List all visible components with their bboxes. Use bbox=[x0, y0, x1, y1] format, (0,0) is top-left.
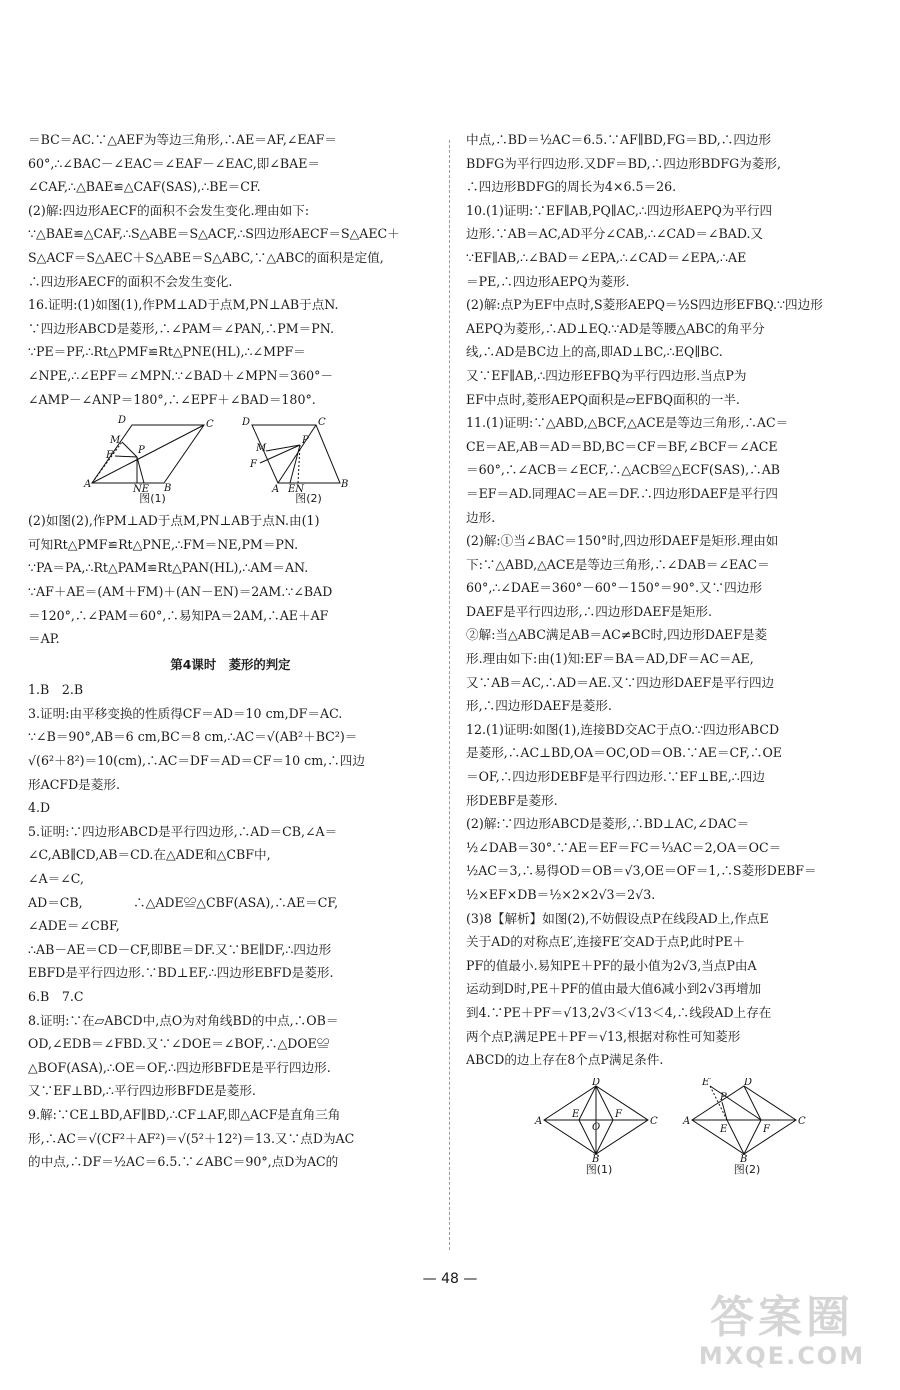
right-figure-row bbox=[466, 1078, 880, 1176]
text-line: ∵∠B＝90°,AB＝6 cm,BC＝8 cm,∴AC＝√(AB²＋BC²)＝ bbox=[28, 729, 358, 745]
left-text-block-b bbox=[28, 509, 433, 651]
text-line: 是菱形,∴AC⊥BD,OA＝OC,OD＝OB.∵AE＝CF,∴OE bbox=[466, 745, 782, 761]
figure-caption: 图(1) bbox=[585, 1162, 613, 1176]
text-line: (2)解:①当∠BAC＝150°时,四边形DAEF是矩形.理由如 bbox=[466, 533, 779, 549]
text-line: 又∵EF∥AB,∴四边形EFBQ为平行四边形.当点P为 bbox=[466, 367, 747, 383]
right-column bbox=[466, 128, 880, 1176]
lesson-title: 第4课时 菱形的判定 bbox=[170, 656, 291, 672]
text-line: EF中点时,菱形AEPQ面积是▱EFBQ面积的一半. bbox=[466, 391, 740, 407]
text-line: 3.证明:由平移变换的性质得CF＝AD＝10 cm,DF＝AC. bbox=[28, 705, 343, 721]
left-text-block-a bbox=[28, 128, 433, 411]
page-number: — 48 — bbox=[422, 1271, 478, 1287]
text-line: 10.(1)证明:∵EF∥AB,PQ∥AC,∴四边形AEPQ为平行四 bbox=[466, 202, 773, 218]
text-line: ∵PE＝PF,∴Rt△PMF≌Rt△PNE(HL),∴∠MPF＝ bbox=[28, 344, 306, 360]
rhombus-figure-1-svg bbox=[82, 413, 224, 493]
text-line: ∠C,AB∥CD,AB＝CD.在△ADE和△CBF中, bbox=[28, 847, 271, 863]
text-line: 形,∴四边形DAEF是菱形. bbox=[466, 698, 612, 714]
text-line: ∵PA＝PA,∴Rt△PAM≌Rt△PAN(HL),∴AM＝AN. bbox=[28, 560, 309, 576]
text-line: PF的值最小.易知PE＋PF的最小值为2√3,当点P由A bbox=[466, 957, 757, 973]
text-line: CE＝AE,AB＝AD＝BD,BC＝CF＝BF,∠BCF＝∠ACE bbox=[466, 438, 778, 454]
text-line: BDFG为平行四边形.又DF＝BD,∴四边形BDFG为菱形, bbox=[466, 155, 781, 171]
text-line: AEPQ为菱形,∴AD⊥EQ.∵AD是等腰△ABC的角平分 bbox=[466, 320, 765, 336]
text-line: 关于AD的对称点E′,连接FE′交AD于点P,此时PE＋ bbox=[466, 934, 746, 950]
figure-caption: 图(2) bbox=[733, 1162, 761, 1176]
text-line: ∠NPE,∴∠EPF＝∠MPN.∵∠BAD＋∠MPN＝360°－ bbox=[28, 367, 334, 383]
text-line: EBFD是平行四边形.∵BD⊥EF,∴四边形EBFD是菱形. bbox=[28, 965, 334, 981]
left-column bbox=[28, 128, 433, 1174]
text-line: ∠A＝∠C, bbox=[28, 871, 84, 887]
text-line: 形DEBF是菱形. bbox=[466, 792, 558, 808]
text-line: ∴四边形AECF的面积不会发生变化. bbox=[28, 273, 233, 289]
text-line: ½×EF×DB＝½×2×2√3＝2√3. bbox=[466, 887, 656, 902]
text-line: ②解:当△ABC满足AB＝AC≠BC时,四边形DAEF是菱 bbox=[466, 627, 768, 643]
text-line: ABCD的边上存在8个点P满足条件. bbox=[466, 1052, 664, 1068]
text-line: 形.理由如下:由(1)知:EF＝BA＝AD,DF＝AC＝AE, bbox=[466, 651, 754, 667]
label-M: M bbox=[109, 435, 120, 447]
watermark-text: 答案圈 bbox=[710, 1292, 854, 1343]
text-line: ＝EF＝AD.同理AC＝AE＝DF.∴四边形DAEF是平行四 bbox=[466, 485, 779, 501]
text-line: △BOF(ASA),∴OE＝OF,∴四边形BFDE是平行四边形. bbox=[28, 1059, 331, 1075]
text-line: ＝60°,∴∠ACB＝∠ECF,∴△ACB≌△ECF(SAS),∴AB bbox=[466, 462, 781, 478]
label-B: B bbox=[163, 483, 171, 494]
text-line: 11.(1)证明:∵△ABD,△BCF,△ACE是等边三角形,∴AC＝ bbox=[466, 415, 789, 431]
text-line: ∵EF∥AB,∴∠BAD＝∠EPA,∴∠CAD＝∠EPA,∴AE bbox=[466, 249, 747, 265]
text-line: 60°,∴∠BAC－∠EAC＝∠EAF－∠EAC,即∠BAE＝ bbox=[28, 155, 321, 171]
text-line: 6.B 7.C bbox=[28, 989, 84, 1004]
left-figure-2 bbox=[238, 413, 380, 505]
watermark-logo bbox=[682, 1294, 882, 1376]
figure-caption: 图(1) bbox=[139, 492, 166, 506]
label-C: C bbox=[798, 1115, 806, 1127]
text-line: (2)解:点P为EF中点时,S菱形AEPQ＝½S四边形EFBQ.∵四边形 bbox=[466, 297, 823, 313]
rhombus-figure-2-svg bbox=[238, 413, 380, 493]
text-line: ＝PE,∴四边形AEPQ为菱形. bbox=[466, 273, 630, 289]
text-line: (2)解:∵四边形ABCD是菱形,∴BD⊥AC,∠DAC＝ bbox=[466, 816, 750, 832]
text-line: 边形. bbox=[466, 509, 496, 525]
text-line: 4.D bbox=[28, 800, 51, 816]
text-line: 形ACFD是菱形. bbox=[28, 776, 120, 792]
text-line: 12.(1)证明:如图(1),连接BD交AC于点O.∵四边形ABCD bbox=[466, 721, 780, 737]
text-line: ∠AMP－∠ANP＝180°,∴∠EPF＋∠BAD＝180°. bbox=[28, 391, 316, 407]
text-line: 5.证明:∵四边形ABCD是平行四边形,∴AD＝CB,∠A＝ bbox=[28, 823, 338, 839]
label-P: P bbox=[720, 1091, 727, 1103]
label-C: C bbox=[205, 419, 214, 431]
text-line: 60°,∴∠DAE＝360°－60°－150°＝90°.又∵四边形 bbox=[466, 580, 762, 596]
label-B: B bbox=[740, 1153, 748, 1162]
column-divider bbox=[449, 140, 450, 1250]
label-EN: EN bbox=[287, 484, 304, 494]
label-A: A bbox=[83, 479, 91, 491]
text-line: 两个点P,满足PE＋PF＝√13,根据对称性可知菱形 bbox=[466, 1028, 741, 1044]
text-line: 到4.∵PE＋PF＝√13,2√3＜√13＜4,∴线段AD上存在 bbox=[466, 1004, 772, 1020]
right-text-block bbox=[466, 128, 880, 1072]
text-line: 9.解:∵CE⊥BD,AF∥BD,∴CF⊥AF,即△ACF是直角三角 bbox=[28, 1106, 341, 1122]
text-line: 中点,∴BD＝½AC＝6.5.∵AF∥BD,FG＝BD,∴四边形 bbox=[466, 132, 772, 147]
label-F: F bbox=[615, 1108, 622, 1120]
text-line: (2)如图(2),作PM⊥AD于点M,PN⊥AB于点N.由(1) bbox=[28, 513, 320, 529]
text-line: 的中点,∴DF＝½AC＝6.5.∵∠ABC＝90°,点D为AC的 bbox=[28, 1154, 339, 1170]
label-D: D bbox=[241, 417, 250, 429]
text-line: AD＝CB, ∴△ADE≌△CBF(ASA),∴AE＝CF, bbox=[28, 894, 339, 910]
label-E-prime: E′ bbox=[702, 1077, 712, 1088]
left-figure-row bbox=[28, 413, 433, 505]
label-NE: NE bbox=[132, 484, 149, 494]
text-line: ∠CAF,∴△BAE≌△CAF(SAS),∴BE＝CF. bbox=[28, 179, 261, 195]
right-figure-2 bbox=[682, 1078, 812, 1176]
text-line: ½AC＝3,∴易得OD＝OB＝√3,OE＝OF＝1,∴S菱形DEBF＝ bbox=[466, 863, 817, 879]
left-text-block-c bbox=[28, 678, 433, 1173]
label-C: C bbox=[317, 417, 326, 429]
text-line: 1.B 2.B bbox=[28, 682, 84, 698]
label-F: F bbox=[249, 459, 257, 471]
text-line: 线,∴AD是BC边上的高,即AD⊥BC,∴EQ∥BC. bbox=[466, 344, 723, 360]
label-O: O bbox=[592, 1121, 601, 1133]
text-line: ∴四边形BDFG的周长为4×6.5＝26. bbox=[466, 179, 677, 195]
text-line: ＝120°,∴∠PAM＝60°,∴易知PA＝2AM,∴AE＋AF bbox=[28, 607, 329, 623]
label-D: D bbox=[592, 1077, 601, 1088]
right-figure-1 bbox=[534, 1078, 664, 1176]
label-C: C bbox=[650, 1115, 658, 1127]
text-line: 形,∴AC＝√(CF²＋AF²)＝√(5²＋12²)＝13.又∵点D为AC bbox=[28, 1130, 355, 1146]
label-E: E bbox=[572, 1108, 580, 1120]
text-line: ∵△BAE≌△CAF,∴S△ABE＝S△ACF,∴S四边形AECF＝S△AEC＋ bbox=[28, 226, 400, 242]
rhombus-reflection-figure-2-svg bbox=[682, 1078, 812, 1162]
label-B: B bbox=[340, 479, 348, 491]
text-line: 边形.∵AB＝AC,AD平分∠CAB,∴∠CAD＝∠BAD.又 bbox=[466, 226, 764, 242]
text-line: 又∵EF⊥BD,∴平行四边形BFDE是菱形. bbox=[28, 1083, 256, 1099]
label-D: D bbox=[744, 1077, 753, 1088]
label-B: B bbox=[592, 1153, 600, 1162]
figure-caption: 图(2) bbox=[295, 492, 322, 506]
text-line: ∵AF＋AE＝(AM＋FM)＋(AN－EN)＝2AM.∵∠BAD bbox=[28, 583, 333, 599]
label-M: M bbox=[255, 443, 266, 455]
text-line: ＝BC＝AC.∵△AEF为等边三角形,∴AE＝AF,∠EAF＝ bbox=[28, 132, 337, 147]
text-line: ＝AP. bbox=[28, 631, 60, 647]
text-line: 下:∵△ABD,△ACE是等边三角形,∴∠DAB＝∠EAC＝ bbox=[466, 556, 770, 572]
rhombus-diagonal-figure-1-svg bbox=[534, 1078, 664, 1162]
label-A: A bbox=[535, 1115, 543, 1127]
text-line: 8.证明:∵在▱ABCD中,点O为对角线BD的中点,∴OB＝ bbox=[28, 1012, 339, 1028]
label-F: F bbox=[763, 1123, 770, 1135]
text-line: √(6²＋8²)＝10(cm),∴AC＝DF＝AD＝CF＝10 cm,∴四边 bbox=[28, 753, 365, 769]
label-A: A bbox=[683, 1115, 691, 1127]
text-line: ＝OF,∴四边形DEBF是平行四边形.∵EF⊥BE,∴四边 bbox=[466, 769, 765, 785]
text-line: OD,∠EDB＝∠FBD.又∵∠DOE＝∠BOF,∴△DOE≌ bbox=[28, 1036, 330, 1052]
text-line: 16.证明:(1)如图(1),作PM⊥AD于点M,PN⊥AB于点N. bbox=[28, 297, 339, 313]
text-line: DAEF是平行四边形,∴四边形DAEF是矩形. bbox=[466, 603, 712, 619]
label-E: E bbox=[720, 1123, 728, 1135]
text-line: 运动到D时,PE＋PF的值由最大值6减小到2√3再增加 bbox=[466, 981, 762, 997]
left-figure-1 bbox=[82, 413, 224, 505]
label-P: P bbox=[301, 435, 309, 447]
watermark-url: MXQE.COM bbox=[698, 1342, 866, 1370]
text-line: 又∵AB＝AC,∴AD＝AE.又∵四边形DAEF是平行四边 bbox=[466, 674, 775, 690]
text-line: ½∠DAB＝30°.∵AE＝EF＝FC＝⅓AC＝2,OA＝OC＝ bbox=[466, 839, 782, 855]
label-P: P bbox=[137, 445, 145, 457]
text-line: ∵四边形ABCD是菱形,∴∠PAM＝∠PAN,∴PM＝PN. bbox=[28, 320, 334, 336]
label-A: A bbox=[271, 484, 279, 494]
label-F: F bbox=[105, 450, 113, 462]
text-line: 可知Rt△PMF≌Rt△PNE,∴FM＝NE,PM＝PN. bbox=[28, 536, 299, 552]
label-D: D bbox=[117, 415, 126, 427]
text-line: ∠ADE＝∠CBF, bbox=[28, 918, 120, 934]
text-line: ∴AB－AE＝CD－CF,即BE＝DF.又∵BE∥DF,∴四边形 bbox=[28, 941, 332, 957]
text-line: S△ACF＝S△AEC＋S△ABE＝S△ABC,∵△ABC的面积是定值, bbox=[28, 249, 384, 265]
text-line: (3)8【解析】如图(2),不妨假设点P在线段AD上,作点E bbox=[466, 910, 769, 926]
text-line: (2)解:四边形AECF的面积不会发生变化.理由如下: bbox=[28, 202, 310, 218]
